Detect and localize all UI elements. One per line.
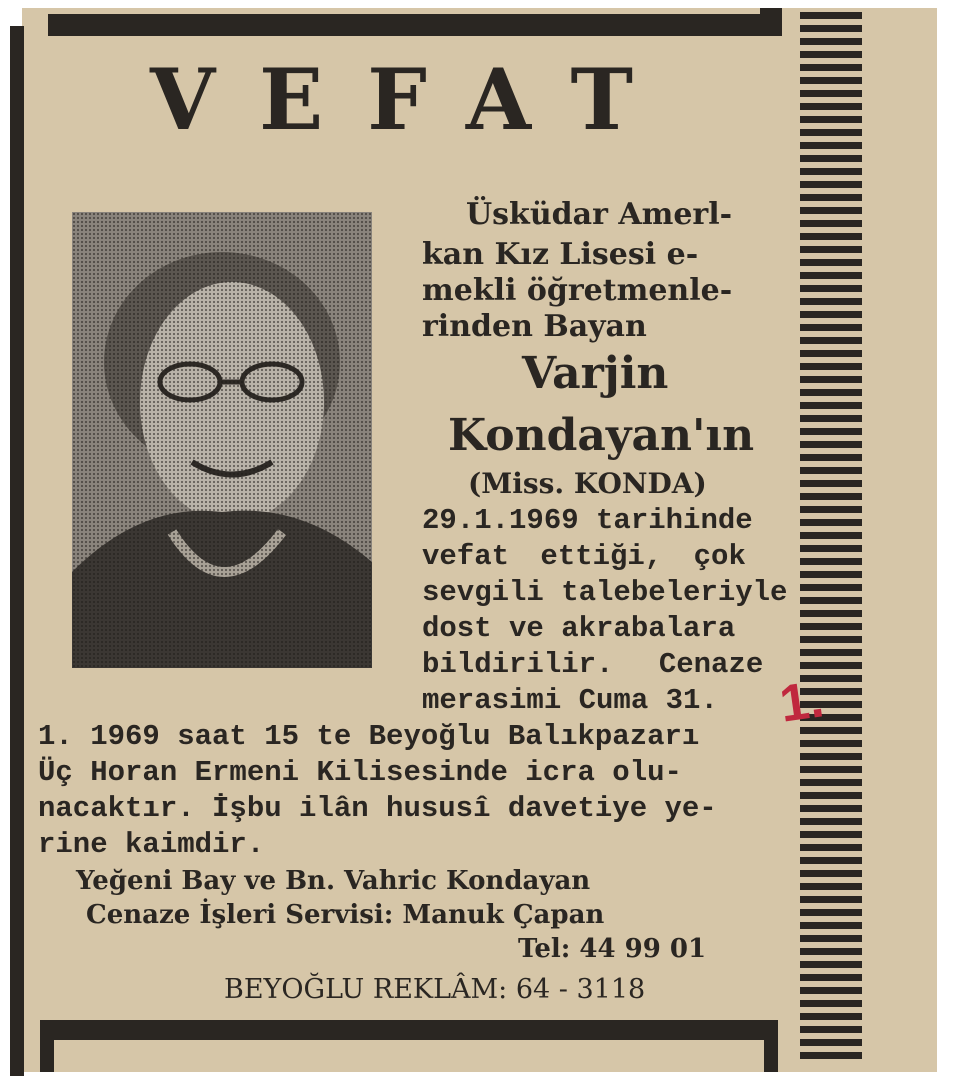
body-line: 1. 1969 saat 15 te Beyoğlu Balıkpazarı — [38, 720, 700, 753]
body-line: nacaktır. İşbu ilân hususî davetiye ye- — [38, 792, 717, 825]
right-striped-border — [800, 12, 862, 1060]
body-line: rinden Bayan — [422, 309, 647, 344]
signature-line: Tel: 44 99 01 — [518, 934, 707, 964]
deceased-first-name: Varjin — [522, 348, 669, 399]
top-border-rule — [48, 14, 782, 36]
body-line: Üsküdar Amerl- — [466, 197, 733, 232]
deceased-alias: (Miss. KONDA) — [468, 467, 707, 500]
left-border-rule — [10, 26, 24, 1076]
top-border-cap — [760, 8, 782, 36]
body-line: vefat ettiği, çok — [422, 540, 746, 573]
signature-line: Yeğeni Bay ve Bn. Vahric Kondayan — [76, 866, 591, 896]
body-line: Üç Horan Ermeni Kilisesinde icra olu- — [38, 756, 682, 789]
body-line: dost ve akrabalara — [422, 612, 736, 645]
body-line: bildirilir. Cenaze — [422, 648, 764, 681]
handwritten-annotation: 1. — [776, 670, 828, 734]
signature-line: Cenaze İşleri Servisi: Manuk Çapan — [86, 900, 605, 930]
heading: VEFAT — [150, 50, 678, 149]
deceased-last-name: Kondayan'ın — [448, 410, 755, 461]
portrait-photo — [72, 212, 372, 668]
body-line: merasimi Cuma 31. — [422, 684, 718, 717]
bottom-left-cap — [40, 1020, 54, 1072]
body-line: kan Kız Lisesi e- — [422, 237, 699, 272]
footer-agency: BEYOĞLU REKLÂM: 64 - 3118 — [224, 974, 646, 1005]
body-line: sevgili talebeleriyle — [422, 576, 788, 609]
body-line: 29.1.1969 tarihinde — [422, 504, 753, 537]
body-line: rine kaimdir. — [38, 828, 265, 861]
bottom-right-cap — [764, 1020, 778, 1072]
body-line: mekli öğretmenle- — [422, 273, 733, 308]
bottom-border-rule — [40, 1020, 778, 1040]
